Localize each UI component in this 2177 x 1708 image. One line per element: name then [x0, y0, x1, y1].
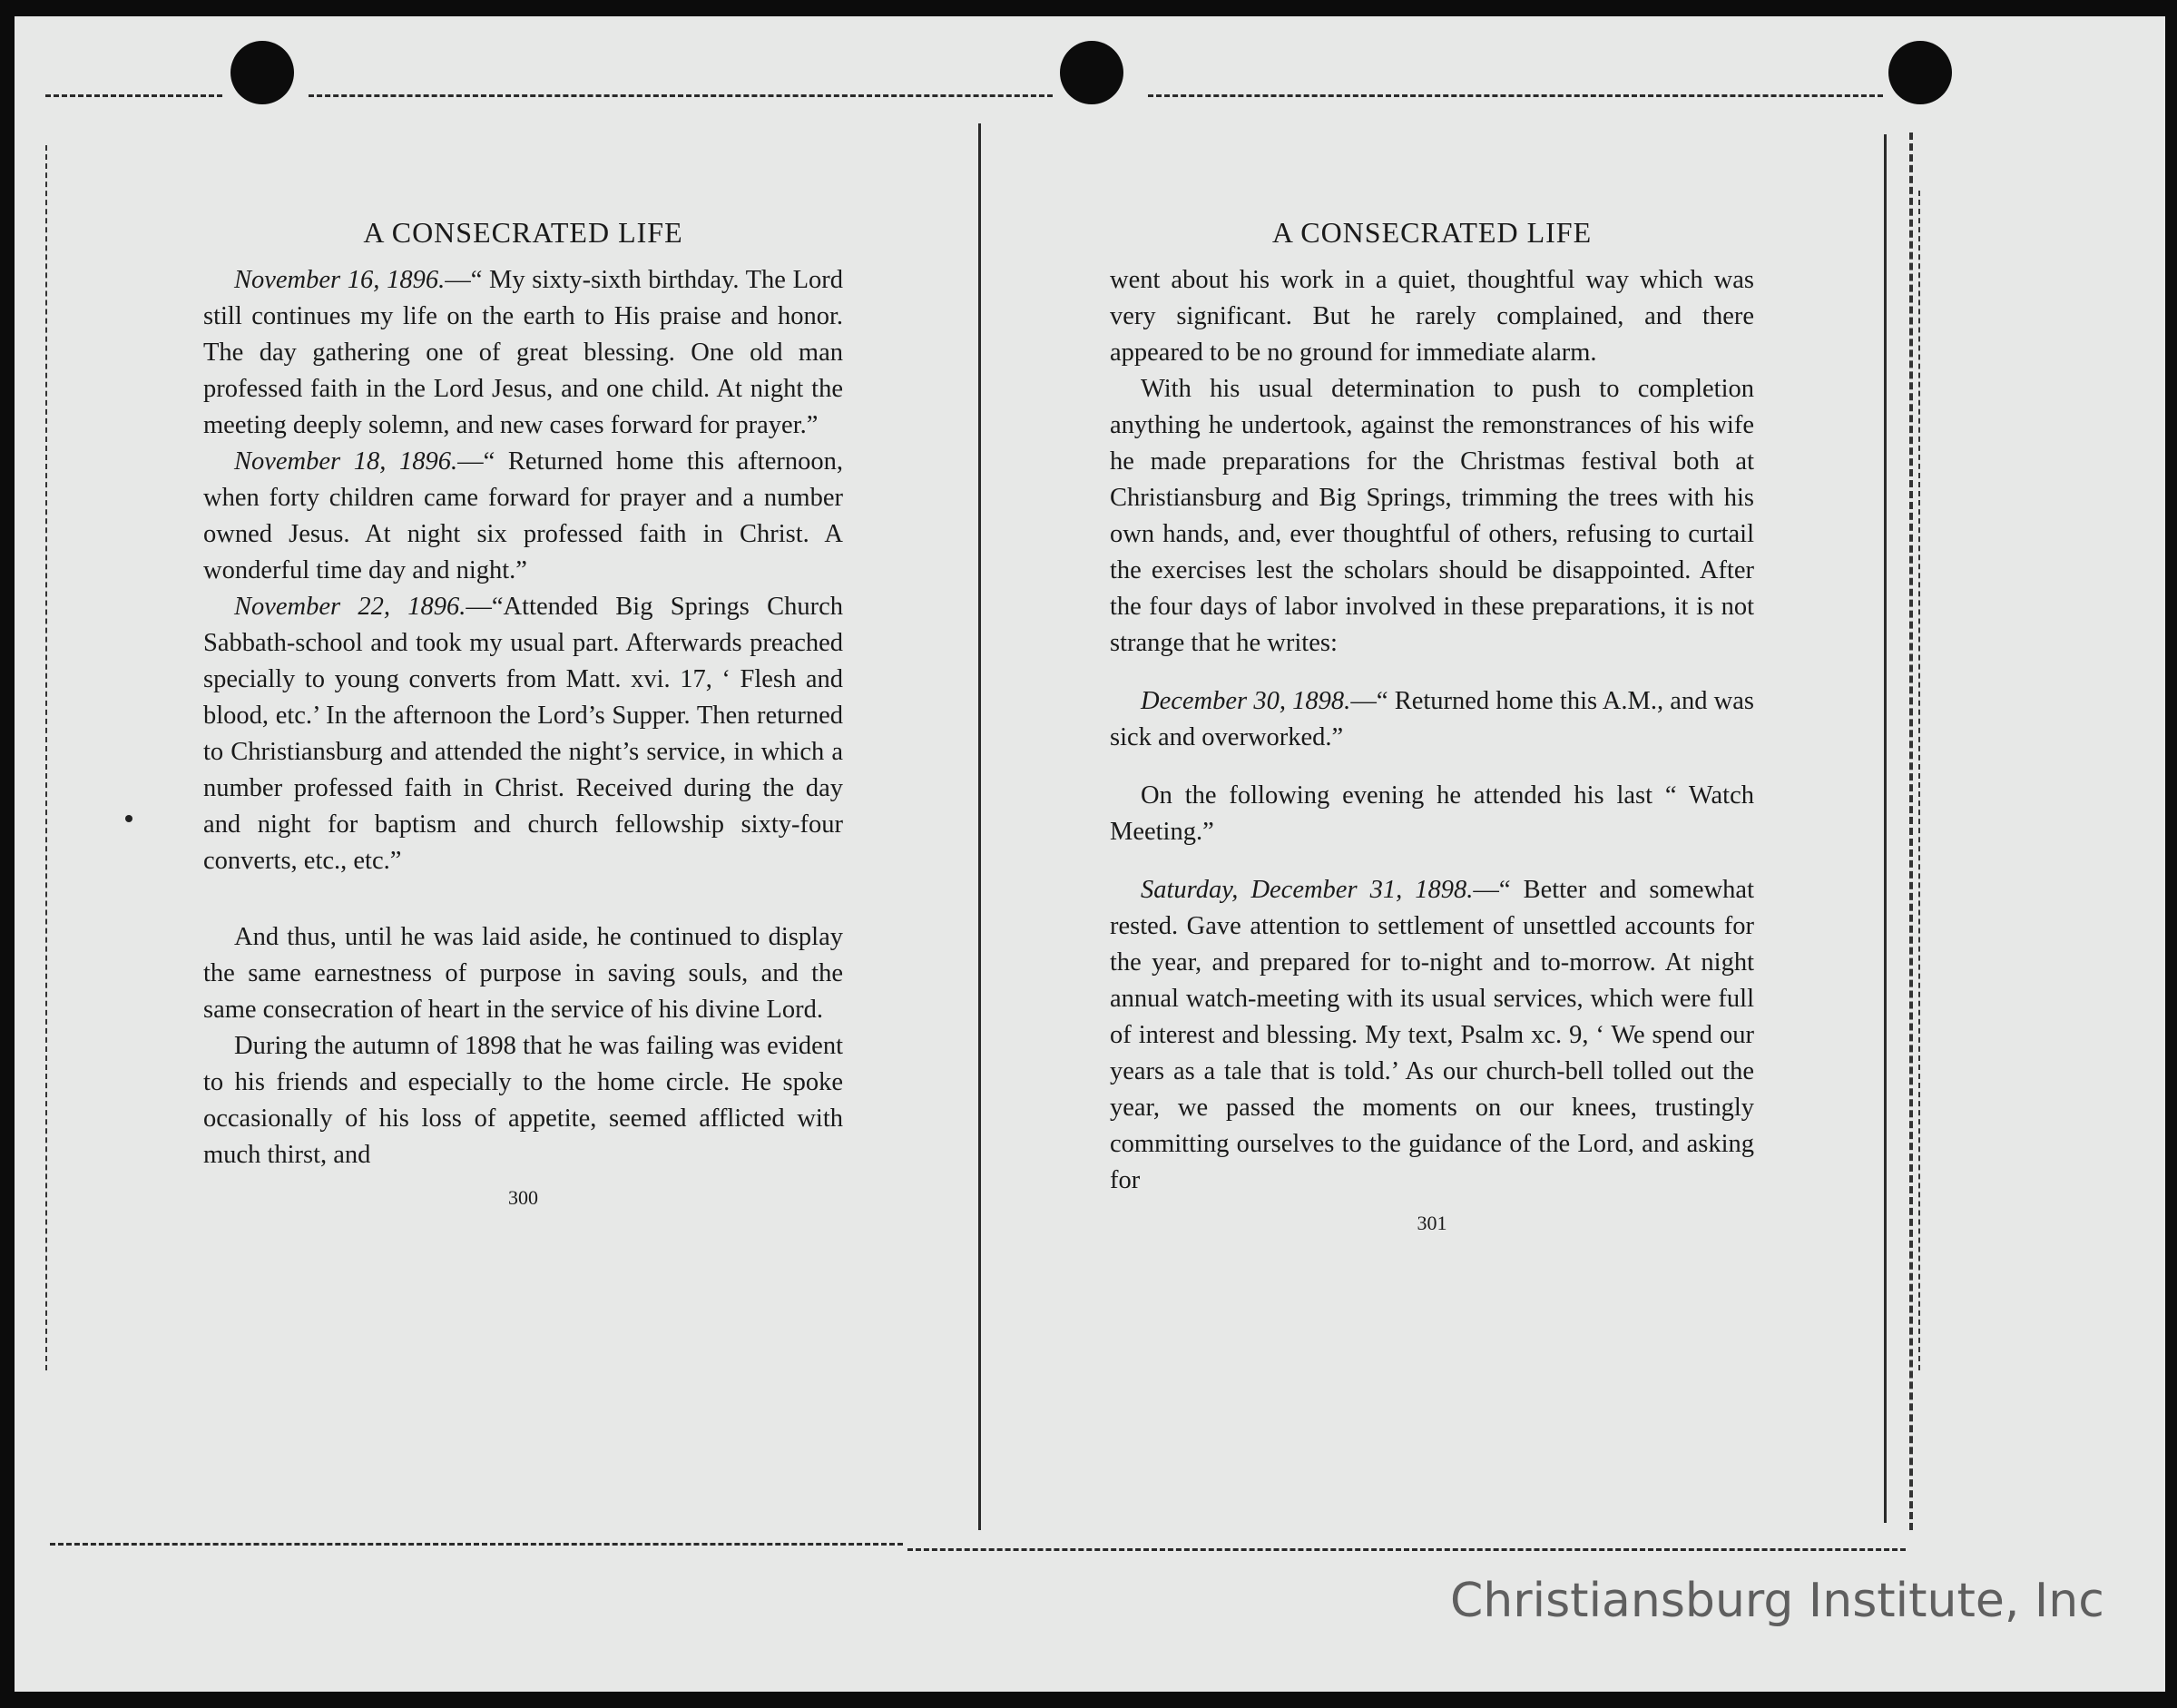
right-page — [1110, 216, 1754, 1235]
diary-entry — [203, 444, 843, 589]
right-frame-dashes — [1918, 191, 1920, 1370]
entry-text: —“Attended Big Springs Church Sabbath-school and took my usual part. Afterwards preached specially to young converts from Matt. xvi. 17, ‘ Flesh and blood, etc.’ In the afternoon the Lord’s Supper. Then returned to Christiansburg and attended the night’s service, in which a number professed faith in Christ. Received during the day and night for baptism and church fellowship sixty-four converts, etc., etc.” — [203, 593, 843, 875]
body-paragraph — [203, 919, 843, 1028]
entry-date: November 16, 1896. — [234, 266, 446, 294]
ink-speck — [125, 815, 132, 822]
page-header: A CONSECRATED LIFE — [1271, 216, 1593, 249]
right-frame-dashes — [1909, 133, 1913, 1530]
frame-bottom-segment — [50, 1543, 903, 1546]
page-number: 300 — [508, 1186, 538, 1209]
binder-hole-right — [1888, 41, 1952, 104]
entry-date: December 30, 1898. — [1141, 687, 1351, 715]
paragraph-text: went about his work in a quiet, thoughtful way which was very significant. But he rarely complained, and there appeared to be no ground for immediate alarm. — [1110, 266, 1754, 367]
binder-hole-center — [1060, 41, 1123, 104]
paragraph-text: On the following evening he attended his last “ Watch Meeting.” — [1110, 781, 1754, 846]
frame-top-segment — [309, 94, 1053, 97]
paragraph-text: With his usual determination to push to completion anything he undertook, against the remonstrances of his wife he made preparations for the Christmas festival both at Christiansburg and Big Springs, trimming the trees with his own hands, and, ever thoughtful of others, refusing to curtail the exercises lest the scholars should be disappointed. After the four days of labor involved in these preparations, it is not strange that he writes: — [1110, 375, 1754, 657]
watermark: Christiansburg Institute, Inc — [1450, 1574, 2104, 1628]
page-header: A CONSECRATED LIFE — [363, 216, 683, 249]
entry-date: Saturday, December 31, 1898. — [1141, 876, 1474, 904]
center-fold-line — [978, 123, 981, 1530]
entry-text: —“ Returned home this afternoon, when forty children came forward for prayer and a number owned Jesus. At night six professed faith in Christ. A wonderful time day and night.” — [203, 447, 843, 584]
left-frame-dashes — [45, 145, 47, 1370]
entry-text: —“ Returned home this A.M., and was sick and overworked.” — [1110, 687, 1754, 751]
body-paragraph — [1110, 371, 1754, 662]
left-page — [203, 216, 843, 1210]
binder-hole-left — [230, 41, 294, 104]
frame-top-segment — [1148, 94, 1883, 97]
entry-text: —“ My sixty-sixth birthday. The Lord still continues my life on the earth to His praise and honor. The day gathering one of great blessing. One old man professed faith in the Lord Jesus, and one child. At night the meeting deeply solemn, and new cases forward for prayer.” — [203, 266, 844, 439]
paragraph-text: During the autumn of 1898 that he was failing was evident to his friends and especially to the home circle. He spoke occasionally of his loss of appetite, seemed afflicted with much thirst, and — [203, 1032, 843, 1169]
body-paragraph — [1110, 262, 1754, 371]
diary-entry — [1110, 872, 1754, 1199]
body-paragraph — [1110, 778, 1754, 850]
diary-entry — [1110, 683, 1754, 756]
frame-bottom-segment — [907, 1548, 1906, 1551]
diary-entry — [203, 262, 843, 444]
frame-top-segment — [45, 94, 222, 97]
body-paragraph — [203, 1028, 843, 1173]
entry-text: —“ Better and somewhat rested. Gave attention to settlement of unsettled accounts for the year, and prepared for to-night and to-morrow. At night annual watch-meeting with its usual services, which were full of interest and blessing. My text, Psalm xc. 9, ‘ We spend our years as a tale that is told.’ As our church-bell tolled out the year, we passed the moments on our knees, trustingly committing ourselves to the guidance of the Lord, and asking for — [1110, 876, 1754, 1194]
right-frame-line — [1884, 134, 1887, 1523]
entry-date: November 22, 1896. — [234, 593, 466, 621]
paragraph-text: And thus, until he was laid aside, he continued to display the same earnestness of purpose in saving souls, and the same consecration of heart in the service of his divine Lord. — [203, 923, 843, 1024]
diary-entry — [203, 589, 843, 879]
entry-date: November 18, 1896. — [234, 447, 458, 476]
page-number: 301 — [1417, 1212, 1447, 1234]
